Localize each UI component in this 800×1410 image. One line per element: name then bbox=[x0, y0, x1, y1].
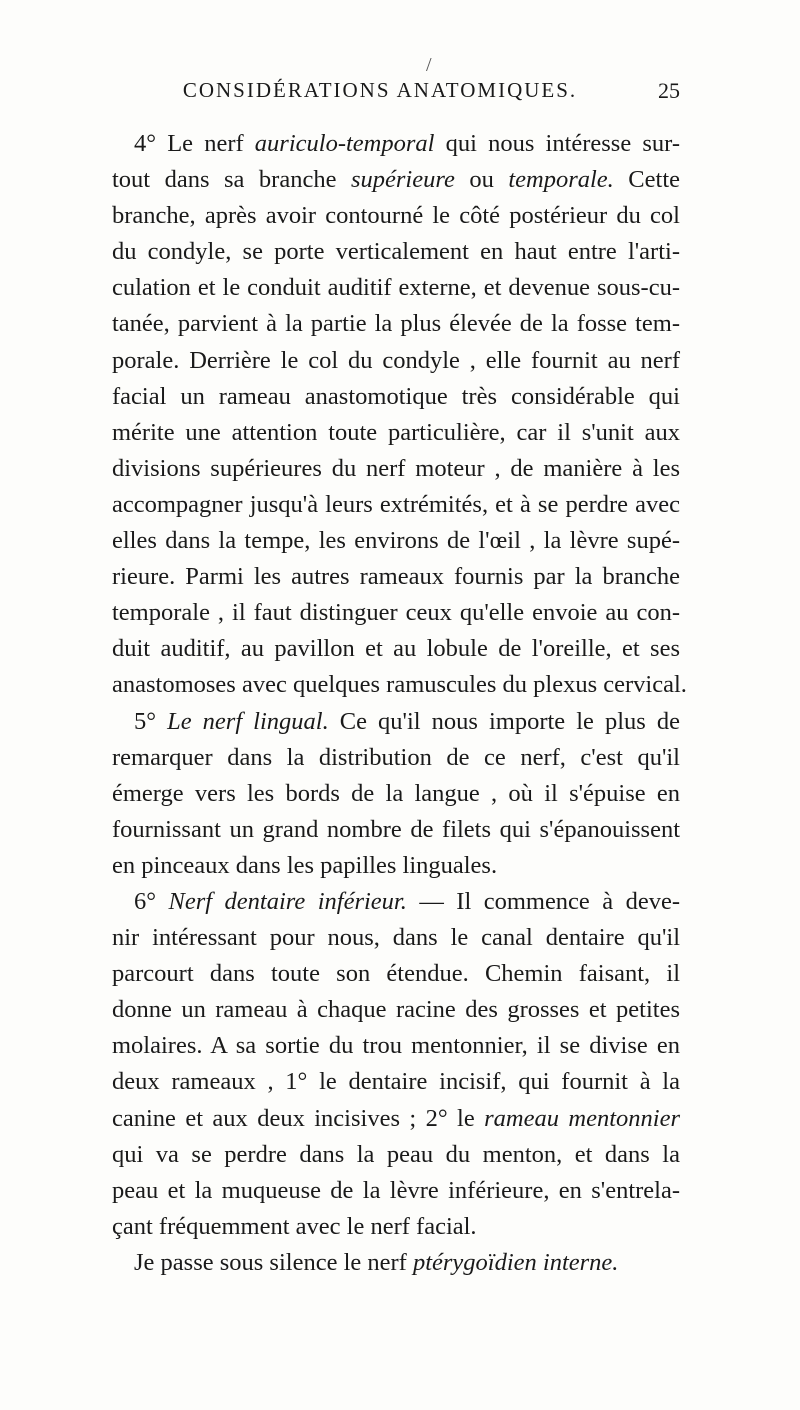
text-line bbox=[112, 270, 680, 306]
italic-term: temporale. bbox=[508, 166, 614, 194]
text-line bbox=[112, 1064, 680, 1100]
text-run: tanée, parvient à la partie la plus élevée de la fosse tem- bbox=[112, 310, 680, 338]
text-run: accompagner jusqu'à leurs extrémités, et à se perdre avec bbox=[112, 490, 680, 518]
text-run: çant fréquemment avec le nerf facial. bbox=[112, 1212, 477, 1240]
text-line bbox=[112, 451, 680, 487]
text-line bbox=[112, 198, 680, 234]
text-run: canine et aux deux incisives ; 2° le bbox=[112, 1104, 485, 1132]
page-number: 25 bbox=[658, 78, 680, 103]
text-run: deux rameaux , 1° le dentaire incisif, qui fournit à la bbox=[112, 1068, 680, 1096]
text-line bbox=[112, 343, 680, 379]
text-line bbox=[112, 487, 680, 523]
text-run: ou bbox=[454, 166, 509, 194]
body-text bbox=[112, 126, 687, 1281]
text-line bbox=[112, 595, 680, 631]
text-line bbox=[112, 306, 680, 342]
text-run: du condyle, se porte verticalement en haut entre l'arti- bbox=[112, 238, 680, 266]
text-run: porale. Derrière le col du condyle , elle fournit au nerf bbox=[112, 346, 680, 374]
text-line bbox=[112, 1137, 680, 1173]
running-title: CONSIDÉRATIONS ANATOMIQUES. bbox=[182, 78, 578, 102]
text-run: tout dans sa branche bbox=[112, 166, 351, 194]
text-run: facial un rameau anastomotique très considérable qui bbox=[112, 382, 680, 410]
text-line bbox=[112, 884, 680, 920]
text-line bbox=[112, 704, 680, 740]
text-run: branche, après avoir contourné le côté postérieur du col bbox=[112, 202, 680, 230]
text-line bbox=[112, 631, 680, 667]
text-run: 6° bbox=[134, 887, 169, 915]
text-line bbox=[112, 992, 680, 1028]
text-line bbox=[112, 1209, 680, 1245]
text-run: Cette bbox=[613, 166, 680, 194]
text-run: mérite une attention toute particulière, car il s'unit aux bbox=[112, 418, 680, 446]
text-run: parcourt dans toute son étendue. Chemin faisant, il bbox=[112, 960, 680, 988]
text-run: nir intéressant pour nous, dans le canal dentaire qu'il bbox=[112, 924, 680, 952]
text-line bbox=[112, 1028, 680, 1064]
text-run: émerge vers les bords de la langue , où il s'épuise en bbox=[112, 779, 680, 807]
text-run: elles dans la tempe, les environs de l'œil , la lèvre supé- bbox=[112, 527, 680, 555]
text-line bbox=[112, 126, 680, 162]
text-run: qui va se perdre dans la peau du menton, et dans la bbox=[112, 1140, 680, 1168]
italic-term: auriculo-temporal bbox=[254, 130, 435, 157]
italic-term: rameau mentonnier bbox=[484, 1104, 680, 1132]
text-line bbox=[112, 956, 680, 992]
text-line bbox=[112, 667, 687, 703]
stray-mark: / bbox=[426, 54, 432, 76]
text-line bbox=[112, 1173, 680, 1209]
text-line bbox=[112, 559, 680, 595]
text-run: temporale , il faut distinguer ceux qu'elle envoie au con- bbox=[112, 599, 680, 627]
text-line bbox=[112, 848, 680, 884]
text-line bbox=[112, 162, 680, 198]
text-run: peau et la muqueuse de la lèvre inférieure, en s'entrela- bbox=[112, 1176, 680, 1204]
text-run: 5° bbox=[134, 707, 168, 735]
text-run: qui nous intéresse sur- bbox=[434, 130, 680, 157]
text-run: anastomoses avec quelques ramuscules du plexus cervical. bbox=[112, 671, 687, 699]
text-run: — Il commence à deve- bbox=[406, 887, 680, 915]
text-line bbox=[112, 523, 680, 559]
text-run: rieure. Parmi les autres rameaux fournis par la branche bbox=[112, 563, 680, 591]
text-run: en pinceaux dans les papilles linguales. bbox=[112, 851, 498, 879]
text-run: Je passe sous silence le nerf bbox=[134, 1248, 413, 1276]
italic-term: ptérygoïdien interne. bbox=[412, 1248, 619, 1276]
text-run: molaires. A sa sortie du trou mentonnier, il se divise en bbox=[112, 1032, 680, 1060]
text-run: Ce qu'il nous importe le plus de bbox=[328, 707, 680, 735]
text-run: donne un rameau à chaque racine des grosses et petites bbox=[112, 996, 680, 1024]
text-line bbox=[112, 740, 680, 776]
text-line bbox=[112, 1101, 680, 1137]
italic-term: Le nerf lingual. bbox=[167, 707, 329, 735]
italic-term: Nerf dentaire inférieur. bbox=[168, 887, 407, 915]
text-line bbox=[112, 379, 680, 415]
text-run: divisions supérieures du nerf moteur , de manière à les bbox=[112, 454, 680, 482]
text-line bbox=[112, 776, 680, 812]
italic-term: supérieure bbox=[350, 166, 455, 194]
text-line bbox=[112, 920, 680, 956]
text-line bbox=[112, 812, 680, 848]
text-line bbox=[112, 1245, 680, 1281]
text-line bbox=[112, 234, 680, 270]
text-run: duit auditif, au pavillon et au lobule de l'oreille, et ses bbox=[112, 635, 680, 663]
text-run: fournissant un grand nombre de filets qui s'épanouissent bbox=[112, 815, 680, 843]
running-head bbox=[140, 78, 680, 118]
text-line bbox=[112, 415, 680, 451]
text-run: remarquer dans la distribution de ce nerf, c'est qu'il bbox=[112, 743, 680, 771]
text-run: 4° Le nerf bbox=[134, 130, 255, 157]
text-run: culation et le conduit auditif externe, et devenue sous-cu- bbox=[112, 274, 680, 302]
